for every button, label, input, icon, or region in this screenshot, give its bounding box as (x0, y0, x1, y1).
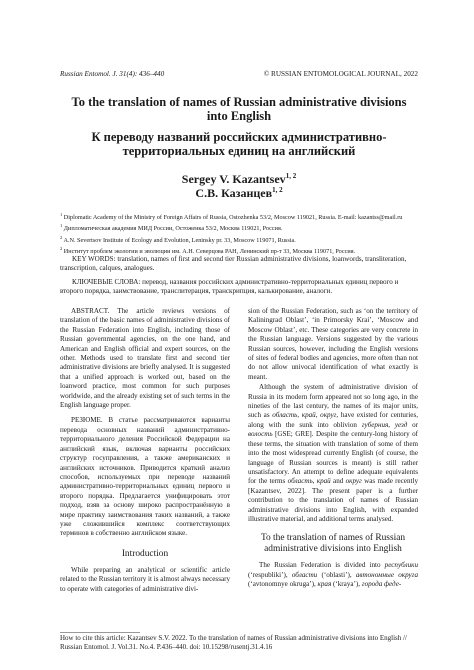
text-run: (‘oblasti’), (317, 570, 356, 579)
italic-term: области (291, 570, 318, 579)
affiliation-num: 2 (60, 234, 63, 240)
affiliation-text: Институт проблем экологии и эволюции им. А.Н. Северцова РАН, Ленинский пр-т 33, Москва 119071, Россия. (63, 247, 356, 255)
left-column (60, 307, 230, 594)
keywords-ru: КЛЮЧЕВЫЕ СЛОВА: перевод, названия российских административно-территориальных единиц первого и второго порядка, заимствование, транслитерация, транскрипция, калькирование, аналоги. (60, 278, 399, 296)
affiliation-num: 1 (60, 212, 63, 217)
body-paragraph-2 (248, 383, 418, 524)
copyright-header: © RUSSIAN ENTOMOLOGICAL JOURNAL, 2022 (263, 70, 418, 78)
citation-footer: How to cite this article: Kazantsev S.V. 2022. To the translation of names of Russian administrative divisions into English // Russian Entomol. J. Vol.31. No.4. P.436–440. doi: 10.15298/rusentj.31.4.16 (60, 634, 407, 651)
text-run: (‘avtonomnye okruga’), (248, 580, 318, 589)
article-title-en: To the translation of names of Russian administrative divisions into English (71, 95, 407, 123)
abstract-en: ABSTRACT. The article reviews versions of translation of the basic names of administrative divisions of the Russian Federation into English, including those of Russian governmental agencies, on the one hand, and American and English official and expert sources, on the other. Methods used to translate first and second tier administrative divisions are briefly analysed. It is suggested that a unified approach is worked out, based on the loanword practice, most common for such purposes worldwide, and the already existing set of such terms in the English language proper. (60, 307, 230, 410)
text-run: [GSE; GRE]. Despite the century-long history of these terms, the situation with translation of some of them into the most widespread currently English (of course, the language of Russian sources is meant) is still rather unsatisfactory. An attempt to define adequate equivalents for the terms (248, 430, 418, 486)
text-run: , have existed for centuries, along with the sunk into oblivion (248, 411, 418, 429)
introduction-heading: Introduction (121, 548, 169, 559)
affiliation-num: 1 (60, 223, 63, 229)
keywords-en: KEY WORDS: translation, names of first and second tier Russian administrative divisions, loanwords, transliteration, transcription, calques, analogues. (60, 255, 407, 273)
text-run: (‘kraya’), (331, 580, 362, 589)
footer-rule (60, 632, 140, 633)
right-column (248, 307, 418, 590)
body-paragraph-1: sion of the Russian Federation, such as ‘on the territory of Kaliningrad Oblast’, ‘in Primorsky Krai’, ‘Moscow and Moscow Oblast’, etc. These categories are very concrete in the Russian language. Versions suggested by the various Russian sources, however, including the English versions of sites of federal bodies and agencies, more often than not do not allow univocal identification of what exactly is meant. (248, 307, 418, 381)
text-run: (‘respubliki’), (248, 570, 292, 579)
affiliation-line (60, 234, 418, 245)
italic-term: область, край (287, 477, 331, 486)
italic-term: города феде- (361, 580, 402, 589)
affiliation-num: 2 (60, 245, 63, 251)
italic-term: края (317, 580, 332, 589)
article-title-ru: К переводу названий российских административно-территориальных единиц на английский (91, 130, 387, 158)
abstract-ru: РЕЗЮМЕ. В статье рассматриваются варианты перевода основных названий административно-территориального деления Российской Федерации на английский язык, включая варианты российских структур госуправления, а также американских и английских источников. Приводится краткий анализ способов, используемых при переводе названий административно-территориальных единиц первого и второго порядка. Предлагается унифицировать этот подход, взяв за основу широко распространённую в мире практику заимствования таких названий, а также уже сложившийся комплекс соответствующих терминов в собственно английском языке. (60, 416, 230, 538)
text-run: was made recently [Kazantsev, 2022]. The present paper is a further contribution to the translation of names of Russian administrative divisions into English, with expanded illustrative material, and additional terms analysed. (248, 477, 418, 523)
author-ru-name: С.В. Казанцев (195, 186, 273, 200)
affiliations (60, 211, 418, 256)
author-en-name: Sergey V. Kazantsev (181, 172, 286, 186)
text-run: or (407, 420, 419, 429)
author-ru-sup: 1, 2 (272, 186, 283, 194)
italic-term: округ (345, 477, 362, 486)
author-ru (60, 186, 418, 201)
italic-term: губерния, уезд (361, 420, 408, 429)
affiliation-text: Дипломатическая академия МИД России, Остоженка 53/2, Москва 119021, Россия. (63, 225, 283, 233)
section-heading: To the translation of names of Russian administrative divisions into English (260, 533, 406, 555)
affiliation-line (60, 211, 418, 222)
italic-term: автономные округа (355, 570, 418, 579)
text-run: and (330, 477, 346, 486)
author-en (60, 172, 418, 187)
text-run: The Russian Federation is divided into (259, 561, 385, 570)
italic-term: область, край, округ (272, 411, 337, 420)
author-en-sup: 1, 2 (285, 172, 297, 180)
affiliation-line (60, 222, 418, 233)
italic-term: волость (248, 430, 273, 439)
introduction-text: While preparing an analytical or scientific article related to the Russian territory it is almost always necessary to operate with categories of administrative divi- (60, 565, 231, 593)
italic-term: республики (384, 561, 418, 570)
text-run: Although the system of administrative division of Russia in its modern form appeared not so long ago, in the nineties of the last century, the names of its major units, such as (248, 383, 418, 420)
body-paragraph-3 (248, 561, 418, 589)
affiliation-text: A.N. Severtsov Institute of Ecology and Evolution, Leninsky pr. 33, Moscow 119071, Russia. (63, 236, 296, 244)
journal-citation-header: Russian Entomol. J. 31(4): 436–440 (60, 70, 165, 78)
affiliation-text: Diplomatic Academy of the Ministry of Foreign Affairs of Russia, Ostozhenka 53/2, Moscow 119021, Russia. E-mail: kazantss@mail.ru (63, 214, 403, 222)
